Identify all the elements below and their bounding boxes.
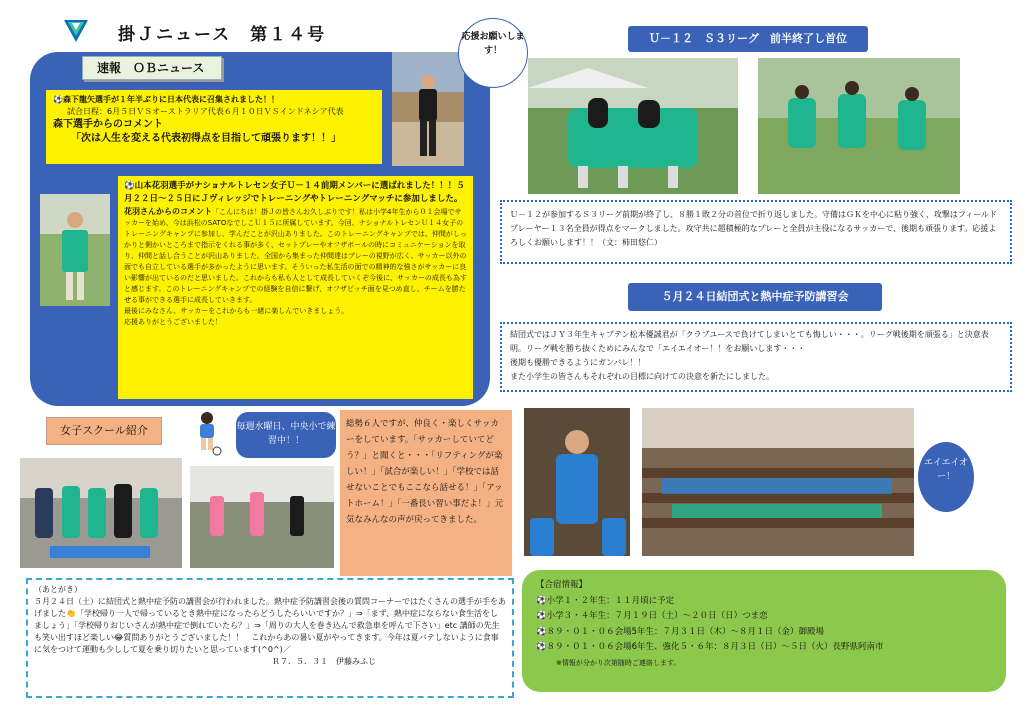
girls-school-label: 女子スクール紹介	[46, 417, 162, 445]
girls-practice-photo	[190, 466, 334, 568]
camp-item: ⚽８９・０１・０６会場5年生：７月３１日（木）～８月１日（金）御殿場	[536, 626, 824, 637]
practice-bubble: 毎週水曜日、中央小で練習中！！	[236, 412, 336, 458]
soccer-girl-icon	[190, 410, 224, 456]
may24-report-box	[500, 322, 1012, 392]
newsletter-title: 掛Ｊニュース 第１４号	[118, 25, 327, 45]
match-schedule: 試合日程：6月５日ＶＳオーストラリア代表６月１０日ＶＳインドネシア代表	[67, 107, 344, 116]
may24-section-title: ５月２４日結団式と熱中症予防講習会	[628, 283, 882, 311]
afterword-body: ５月２４日（土）に結団式と熱中症予防の講習会が行われました。熱中症予防講習会後の質問コーナーではたくさんの選手が手をあげました👏「学校帰り一人で帰っているとき熱中症になったらどうしたらいいですか？」⇒「まず、熱中症にならない食生活をしましょう」「学校帰りおじいさんが熱中症で倒れていたら？」⇒「周りの大人を巻き込んで救急車を呼んで下さい」etc 講師の先生も笑い出すほど楽しい😂質問ありがとうございました！！ これからあの暑い夏がやってきます。今年は夏バテしないように食事に気をつけて運動も少しして夏を乗り切りたいと思っています(^0^)／	[34, 597, 506, 654]
may24-line-3: また小学生の皆さんもそれぞれの目標に向けての決意を新たにしました。	[510, 372, 774, 381]
yamamoto-closing-1: 最後にみなさん、サッカーをこれからも一緒に楽しんでいきましょう。	[124, 307, 349, 315]
club-logo-icon	[62, 16, 90, 44]
afterword-heading: （あとがき）	[34, 585, 82, 594]
morishita-headline: ⚽森下龍矢選手が１年半ぶりに日本代表に召集されました！！	[53, 95, 279, 104]
yamamoto-headline: ⚽山本花羽選手がナショナルトレセン女子Ｕ－１４前期メンバーに選ばれました！！！５月２２日～２５日にＪヴィレッジでトレーニングやトレーニングマッチに参加しました。	[124, 181, 465, 204]
camp-title: 【合宿情報】	[536, 580, 588, 590]
camp-item: ⚽小学３・４年生：７月１９日（土）～２０日（日）つま恋	[536, 611, 768, 621]
afterword-signature: Ｒ７．５．３１ 伊藤みふじ	[272, 657, 376, 666]
cheer-bubble: 応援お願いします！	[458, 18, 528, 88]
u12-report-text: Ｕ－１２が参加するＳ３リーグ前期が終了し、８勝１敗２分の首位で折り返しました。守備はＧＫを中心に粘り強く、攻撃はフィールドプレーヤー１３名全員が得点をマークしました。攻守共に超積極的なプレーと全員が主役になるサッカーで、後期も頑張ります。応援よろしくお願いします！！（文：柿田悠仁）	[500, 200, 1012, 264]
yamamoto-comment: 「こんにちは！掛Ｊの皆さんお久しぶりです！私は小学4年生から０１会場でサッカーを始め、今は浜松のSATOなでしこＵ１５に所属しています。今回、ナショナルトレセンＵ１４女子のトレーニングキャンプに参加し、学んだことが沢山ありました。このトレーニングキャンプでは、仲間がしっかりと側かいところまで指示をくれる事が多く、セットプレーやオフザボールの時にコミュニケーションを取り、仲間と話し合うことが沢山ありました。全国から集まった仲間達はプレーの視野が広く、サッカー以外の面でも自立している選手が多かったように思います。そういった私生活の面での精神的な強さがサッカーに良い影響が出ているのだと思いました。これからも私も人として成長していくぞ今後に、サッカーの成長も為すと感じます。このトレーニングキャンプでの経験を自信に繋げ、オフザピッチ面を見つめ直し、チームを勝たせる事ができる選手に成長していきます。	[124, 208, 467, 304]
may24-line-2: 後期も優勝できるようにガンバレ！！	[510, 358, 646, 367]
morishita-comment: 「次は人生を変える代表初得点を目指して頑張ります！！」	[71, 133, 341, 144]
u12-section-title: Ｕ－１２ Ｓ３リーグ 前半終了し首位	[628, 26, 868, 52]
camp-info-box	[522, 570, 1006, 692]
u12-team-photo-2	[758, 58, 960, 194]
yamamoto-closing-2: 応援ありがとうございました！	[124, 318, 222, 326]
morishita-news-box	[46, 90, 382, 164]
camp-item: ⚽８９・０１・０６会場6年生、強化５・６年：８月３日（日）～５日（火）長野県阿南市	[536, 642, 884, 652]
camp-note: ※情報が分かり次第随時ご連絡します。	[556, 658, 681, 667]
eiei-oh-bubble: エイエイオー！	[918, 442, 974, 512]
afterword-box	[26, 578, 514, 698]
girls-group-photo	[20, 458, 182, 568]
girls-school-text: 総勢６人ですが、仲良く・楽しくサッカーをしています。「サッカーしていてどう？」と聞くと・・・「リフティングが楽しい！」「試合が楽しい！」「学校では話せないことでもここなら話せる！」「アットホーム！」「一番長い習い事だよ！」元気なみんなの声が戻ってきました。	[340, 410, 512, 576]
may24-line-1: 結団式ではＪＹ３年生キャプテン松本優誠君が「クラブユースで負けてしまいとても悔しい・・・。リーグ戦後期を頑張る」と決意表明。リーグ戦を勝ち抜くためにみんなで「エイエイオー！！をお願いします・・・	[510, 330, 989, 353]
hall-cheer-photo	[642, 408, 914, 556]
yamamoto-news-box	[118, 176, 473, 399]
ob-news-label: 速報 ＯＢニュース	[82, 56, 222, 80]
yamamoto-photo	[40, 194, 110, 306]
morishita-photo	[392, 52, 464, 166]
captain-speech-photo	[524, 408, 630, 556]
morishita-comment-title: 森下選手からのコメント	[53, 119, 163, 130]
u12-team-photo-1	[528, 58, 738, 194]
camp-item: ⚽小学１・２年生：１１月頃に予定	[536, 595, 675, 606]
yamamoto-comment-title: 花羽さんからのコメント	[124, 207, 212, 216]
